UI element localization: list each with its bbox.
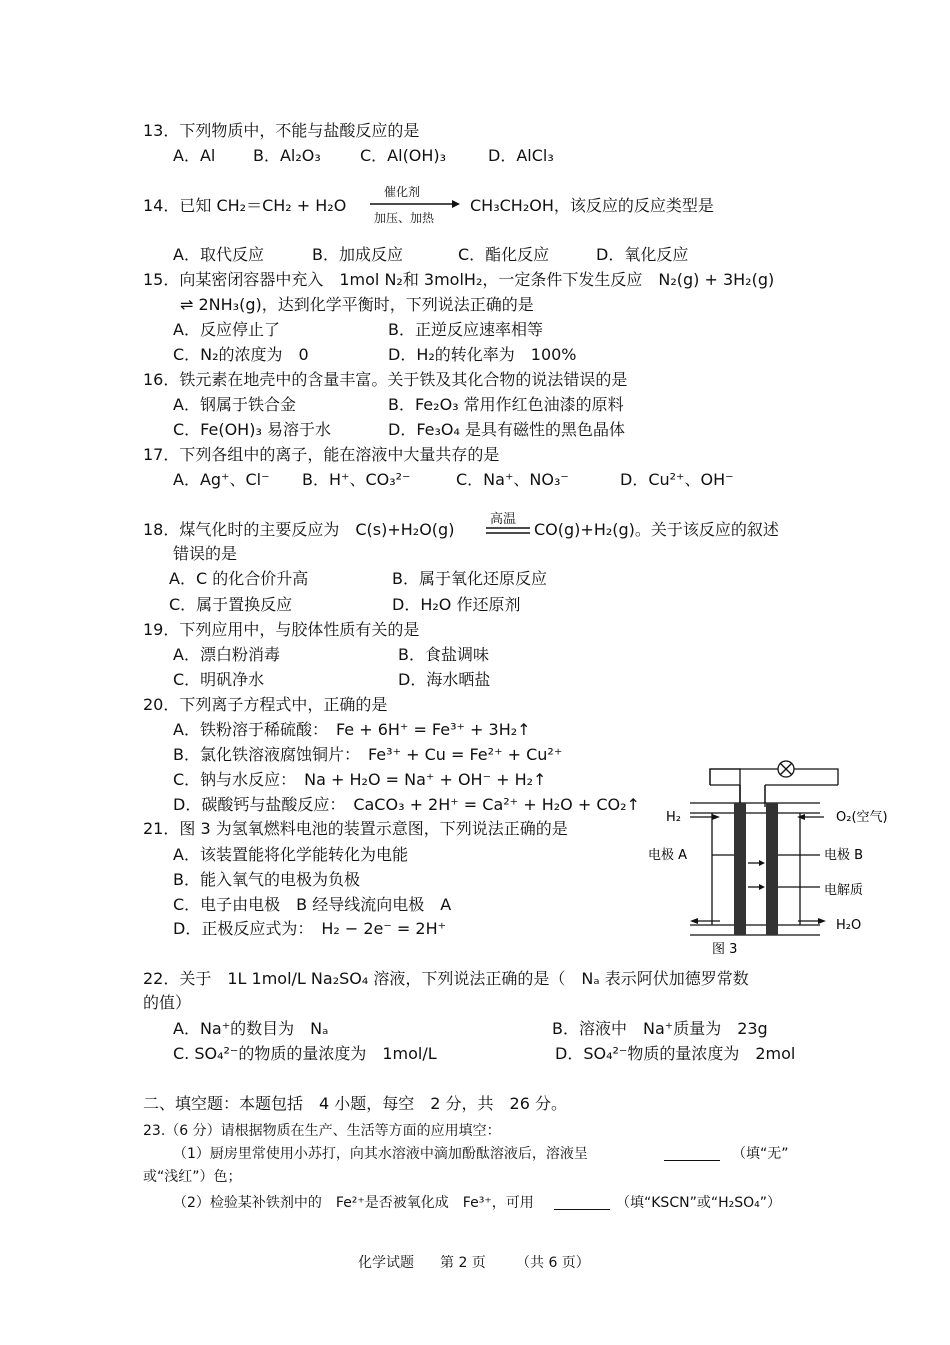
fig3-electrode-a-label: 电极 A — [648, 848, 688, 863]
h2-inlet-arrow — [712, 814, 720, 820]
q15-option-d: D．H₂的转化率为 100% — [388, 345, 577, 364]
q20-stem: 20．下列离子方程式中，正确的是 — [143, 695, 388, 714]
q16-option-a: A．钢属于铁合金 — [173, 395, 296, 414]
q22-stem-1: 22．关于 1L 1mol/L Na₂SO₄ 溶液，下列说法正确的是（ Nₐ 表示阿伏加德罗常数 — [143, 969, 749, 988]
q18-stem-2: 错误的是 — [173, 544, 238, 563]
q22-option-d: D．SO₄²⁻物质的量浓度为 2mol — [555, 1044, 796, 1063]
q16-option-b: B．Fe₂O₃ 常用作红色油漆的原料 — [388, 395, 624, 414]
q21-option-a: A．该装置能将化学能转化为电能 — [173, 845, 408, 864]
q23-blank-1[interactable] — [664, 1146, 720, 1161]
q22-stem-2: 的值） — [143, 993, 192, 1012]
q15-option-a: A．反应停止了 — [173, 320, 280, 339]
left-outlet-arrow — [690, 918, 698, 924]
q17-option-b: B．H⁺、CO₃²⁻ — [302, 470, 411, 489]
q20-option-d: D．碳酸钙与盐酸反应： CaCO₃ + 2H⁺ = Ca²⁺ + H₂O + CO₂↑ — [173, 795, 640, 814]
circuit-wire-left — [710, 769, 740, 807]
q20-option-a: A．铁粉溶于稀硫酸： Fe + 6H⁺ = Fe³⁺ + 3H₂↑ — [173, 720, 531, 739]
q17-option-c: C．Na⁺、NO₃⁻ — [456, 470, 569, 489]
q15-option-b: B．正逆反应速率相等 — [388, 320, 543, 339]
q14-stem-a: 14．已知 CH₂＝CH₂ + H₂O — [143, 196, 347, 215]
q18-option-a: A．C 的化合价升高 — [169, 569, 309, 588]
q17-option-d: D．Cu²⁺、OH⁻ — [620, 470, 734, 489]
fig3-electrode-b-label: 电极 B — [824, 848, 864, 863]
fig3-h2o-label: H₂O — [836, 918, 862, 933]
q14-arrow-bottom: 加压、加热 — [374, 211, 435, 225]
q19-option-d: D．海水晒盐 — [398, 670, 491, 689]
q15-option-c: C．N₂的浓度为 0 — [173, 345, 309, 364]
q21-option-c: C．电子由电极 B 经导线流向电极 A — [173, 895, 452, 914]
q14-option-a: A．取代反应 — [173, 245, 264, 264]
footer-page: 第 2 页 — [440, 1255, 486, 1271]
ion-arrow-2 — [759, 884, 765, 890]
q13-option-a: A．Al — [173, 146, 216, 165]
q18-option-d: D．H₂O 作还原剂 — [392, 595, 521, 614]
q15-stem-2: ⇌ 2NH₃(g)，达到化学平衡时，下列说法正确的是 — [180, 295, 534, 314]
q23-part2-a: （2）检验某补铁剂中的 Fe²⁺是否被氧化成 Fe³⁺，可用 — [173, 1195, 534, 1211]
footer-total: （共 6 页） — [516, 1255, 590, 1271]
footer-subject: 化学试题 — [358, 1255, 414, 1271]
q23-part1-b: （填“无” — [732, 1146, 789, 1162]
q17-stem: 17．下列各组中的离子，能在溶液中大量共存的是 — [143, 445, 500, 464]
q14-option-d: D．氧化反应 — [596, 245, 689, 264]
bulb-icon — [778, 761, 794, 777]
q14-arrow-top: 催化剂 — [384, 185, 421, 199]
fuel-cell-diagram — [640, 755, 910, 965]
equal-sign-arrow — [486, 526, 532, 536]
q19-option-b: B．食盐调味 — [398, 645, 489, 664]
fig3-o2-label: O₂(空气) — [836, 810, 888, 825]
q23-stem: 23.（6 分）请根据物质在生产、生活等方面的应用填空： — [143, 1123, 501, 1139]
q18-option-b: B．属于氧化还原反应 — [392, 569, 547, 588]
section2-title: 二、填空题：本题包括 4 小题，每空 2 分，共 26 分。 — [143, 1094, 567, 1113]
q14-option-b: B．加成反应 — [312, 245, 403, 264]
electrode-a — [734, 803, 746, 935]
q16-option-d: D．Fe₃O₄ 是具有磁性的黑色晶体 — [388, 420, 626, 439]
q20-option-c: C．钠与水反应： Na + H₂O = Na⁺ + OH⁻ + H₂↑ — [173, 770, 547, 789]
q22-option-b: B．溶液中 Na⁺质量为 23g — [552, 1019, 768, 1038]
q18-arrow-top: 高温 — [490, 512, 517, 527]
q21-option-b: B．能入氧气的电极为负极 — [173, 870, 360, 889]
q18-stem-b: CO(g)+H₂(g)。关于该反应的叙述 — [534, 520, 779, 539]
q19-option-a: A．漂白粉消毒 — [173, 645, 280, 664]
q16-stem: 16．铁元素在地壳中的含量丰富。关于铁及其化合物的说法错误的是 — [143, 370, 628, 389]
q22-option-c: C. SO₄²⁻的物质的量浓度为 1mol/L — [173, 1044, 437, 1063]
q23-blank-2[interactable] — [554, 1195, 610, 1210]
q16-option-c: C．Fe(OH)₃ 易溶于水 — [173, 420, 331, 439]
q21-stem: 21．图 3 为氢氧燃料电池的装置示意图，下列说法正确的是 — [143, 819, 568, 838]
q19-option-c: C．明矾净水 — [173, 670, 265, 689]
q22-option-a: A．Na⁺的数目为 Nₐ — [173, 1019, 329, 1038]
q21-option-d: D．正极反应式为： H₂ − 2e⁻ = 2H⁺ — [173, 919, 447, 938]
q13-option-c: C．Al(OH)₃ — [360, 146, 447, 165]
q13-stem: 13．下列物质中，不能与盐酸反应的是 — [143, 121, 420, 140]
q14-option-c: C．酯化反应 — [458, 245, 550, 264]
q14-stem-b: CH₃CH₂OH，该反应的反应类型是 — [470, 196, 714, 215]
q23-part1-c: 或“浅红”）色； — [143, 1169, 242, 1185]
q18-stem-a: 18．煤气化时的主要反应为 C(s)+H₂O(g) — [143, 520, 455, 539]
ion-arrow-1 — [759, 860, 765, 866]
electrode-b — [766, 803, 778, 935]
q20-option-b: B．氯化铁溶液腐蚀铜片： Fe³⁺ + Cu = Fe²⁺ + Cu²⁺ — [173, 745, 563, 764]
q23-part1-a: （1）厨房里常使用小苏打，向其水溶液中滴加酚酞溶液后，溶液呈 — [173, 1146, 588, 1162]
circuit-wire-top — [710, 769, 838, 785]
q23-part2-b: （填“KSCN”或“H₂SO₄”） — [616, 1195, 781, 1211]
fig3-electrolyte-label: 电解质 — [824, 883, 864, 898]
q17-option-a: A．Ag⁺、Cl⁻ — [173, 470, 270, 489]
h2o-outlet-arrow — [818, 918, 826, 924]
q13-option-b: B．Al₂O₃ — [253, 146, 321, 165]
fig3-caption: 图 3 — [712, 942, 738, 957]
q19-stem: 19．下列应用中，与胶体性质有关的是 — [143, 620, 420, 639]
o2-inlet-arrow — [797, 814, 805, 820]
q15-stem-1: 15．向某密闭容器中充入 1mol N₂和 3molH₂，一定条件下发生反应 N₂(g) + 3H₂(g) — [143, 270, 775, 289]
fig3-h2-label: H₂ — [666, 810, 681, 825]
q13-option-d: D．AlCl₃ — [488, 146, 554, 165]
q18-option-c: C．属于置换反应 — [169, 595, 293, 614]
